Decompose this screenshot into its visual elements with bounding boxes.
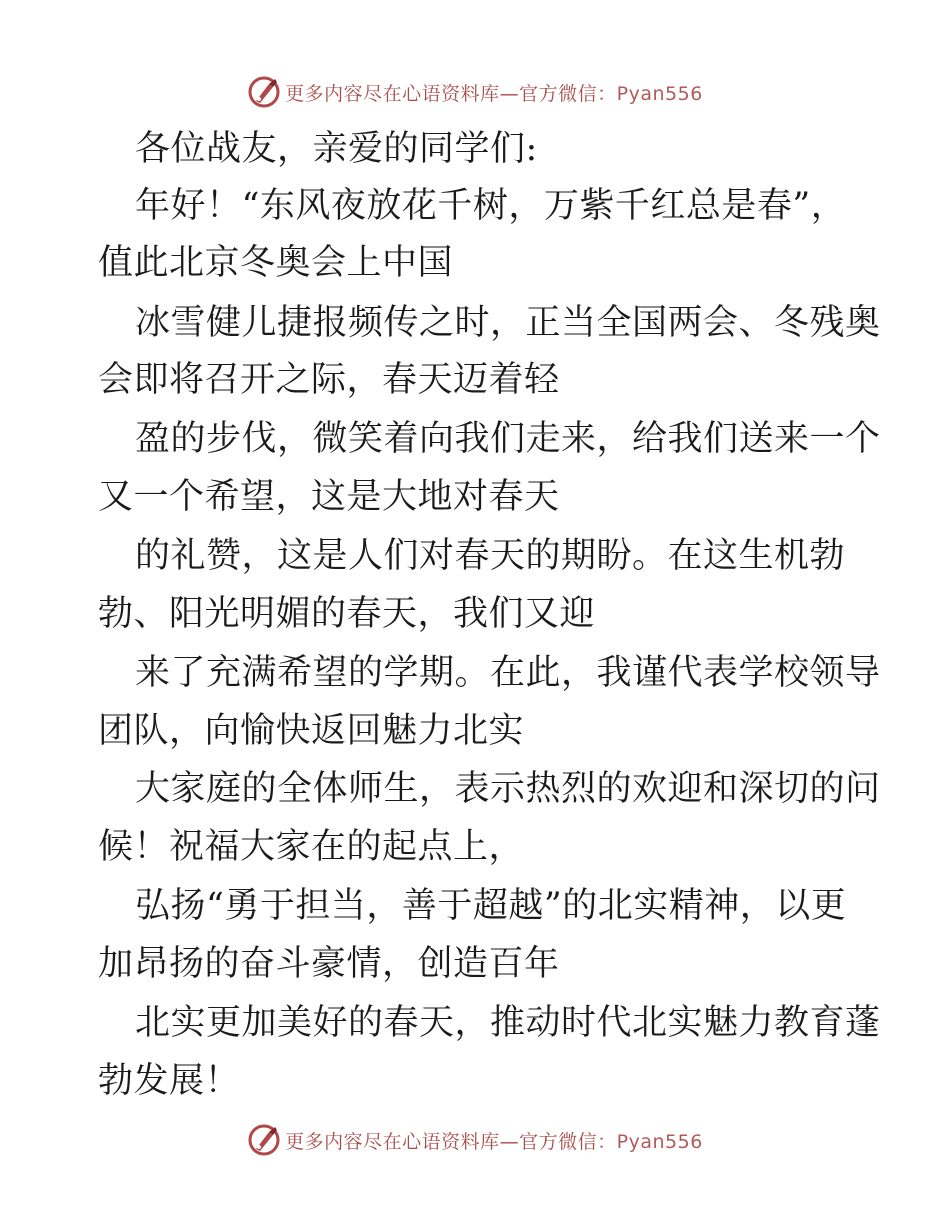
text-line: 北实更加美好的春天，推动时代北实魅力教育蓬 [135,1003,881,1043]
text-line: 大家庭的全体师生，表示热烈的欢迎和深切的问 [135,769,881,809]
text-line: 的礼赞，这是人们对春天的期盼。在这生机勃 [135,536,846,576]
text-line: 值此北京冬奥会上中国 [98,243,454,283]
text-line: 盈的步伐，微笑着向我们走来，给我们送来一个 [135,419,881,459]
quill-pen-logo-icon [247,1123,281,1157]
text-line: 团队，向愉快返回魅力北实 [98,711,525,751]
text-line: 勃、阳光明媚的春天，我们又迎 [98,594,596,634]
text-line: 弘扬“勇于担当，善于超越”的北实精神，以更 [135,886,847,926]
text-line: 勃发展！ [98,1061,241,1101]
text-line: 各位战友，亲爱的同学们: [135,129,538,169]
text-line: 来了充满希望的学期。在此，我谨代表学校领导 [135,653,881,693]
text-line: 冰雪健儿捷报频传之时，正当全国两会、冬残奥 [135,303,881,343]
text-line: 又一个希望，这是大地对春天 [98,477,560,517]
text-line: 加昂扬的奋斗豪情，创造百年 [98,944,560,984]
text-line: 候！祝福大家在的起点上， [98,827,525,867]
footer-watermark-banner [0,1120,950,1160]
text-line: 年好！“东风夜放花千树，万紫千红总是春”， [135,186,847,226]
banner-text: 更多内容尽在心语资料库—官方微信： [285,82,617,105]
text-line: 会即将召开之际，春天迈着轻 [98,360,560,400]
wechat-handle: Pyan556 [616,1130,703,1153]
banner-text: 更多内容尽在心语资料库—官方微信： [285,1130,617,1153]
wechat-handle: Pyan556 [616,82,703,105]
